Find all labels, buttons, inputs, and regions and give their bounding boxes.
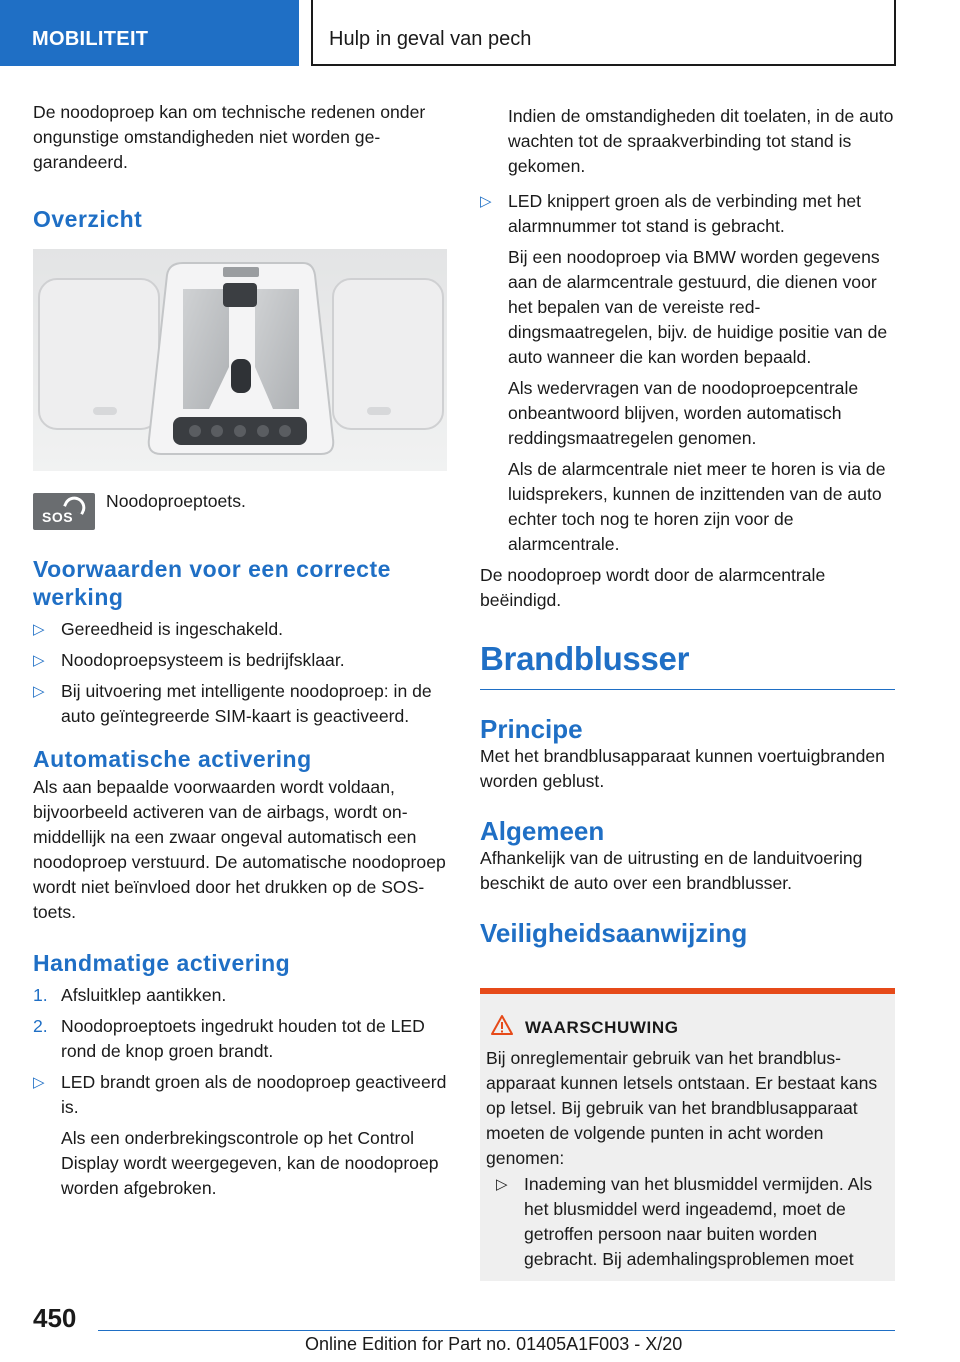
warning-bar [480,988,895,994]
veilig-heading: Veiligheidsaanwijzing [480,918,748,948]
hand-steps [33,983,447,1201]
warning-box [480,988,895,1281]
list-item: ▷ LED brandt groen als de noodoproep geactiveerd is. [33,1072,447,1117]
brand-rule [480,689,895,690]
warning-triangle-icon [490,1014,514,1036]
principe-heading: Principe [480,714,583,744]
algemeen-heading: Algemeen [480,816,605,846]
voorwaarden-list [33,617,447,729]
voorwaarden-heading: Voorwaarden voor een correcte werking [33,556,391,610]
triangle-right-icon: ▷ [480,193,492,210]
list-item: ▷ Bij uitvoering met intelligente noodoproep: in de auto geïntegreerde SIM-kaart is geactiveerd. [33,681,432,726]
list-item: ▷ Inademing van het blusmiddel vermijden. Als het blusmiddel werd ingeademd, moet de getroffen persoon naar buiten worden gebracht. Bij ademhalingsproblemen moet [496,1174,873,1269]
triangle-right-icon: ▷ [33,1074,45,1091]
footer-rule [98,1330,895,1331]
list-item: 1. Afsluitklep aantikken. [33,985,227,1005]
list-item: ▷ Noodoproepsysteem is bedrijfsklaar. [33,648,447,673]
principe-paragraph: Met het brandblusapparaat kunnen voertuigbranden worden geblust. [480,746,885,791]
list-item: ▷ Gereedheid is ingeschakeld. [33,617,447,642]
triangle-right-icon: ▷ [496,1176,508,1193]
list-item: 2. Noodoproeptoets ingedrukt houden tot de LED rond de knop groen brandt. [33,1016,425,1061]
warning-title: WAARSCHUWING [525,1018,679,1037]
auto-heading: Automatische activering [33,746,312,772]
overzicht-heading: Overzicht [33,206,143,232]
sos-caption: Noodoproeptoets. [106,491,246,511]
roof-console-photo [33,249,447,471]
triangle-right-icon: ▷ [33,621,45,638]
end-paragraph: De noodoproep wordt door de alarmcentrale beëindigd. [480,565,826,610]
header-section-tab [0,0,299,66]
auto-paragraph: Als aan bepaalde voorwaarden wordt voldaan, bijvoorbeeld activeren van de airbags, wordt onmiddellijk na een zwaar ongeval automatisch een noodoproep verstuurd. De automatische noodoproep wordt niet beïnvloed door het drukken op de SOS-toets. [33,777,446,922]
triangle-right-icon: ▷ [33,652,45,669]
sos-caption-row [33,493,447,547]
hand-heading: Handmatige activering [33,950,291,976]
header-section-label: MOBILITEIT [32,28,149,50]
led-sub-2: Als wedervragen van de noodoproepcentrale onbeantwoord blijven, worden automatisch reddingsmaatregelen genomen. [508,378,859,448]
intro-paragraph: De noodoproep kan om technische redenen onder ongunstige omstandigheden niet worden gegarandeerd. [33,102,426,172]
warning-text: Bij onreglementair gebruik van het brandblusapparaat kunnen letsels ontstaan. Er bestaat kans op letsel. Bij gebruik van het brandblusapparaat moeten de volgende punten in acht worden genomen: [486,1048,878,1168]
header-chapter-box [311,0,896,66]
roof-console-illustration [33,249,447,471]
brand-heading: Brandblusser [480,640,690,677]
triangle-right-icon: ▷ [33,683,45,700]
led-sub-1: Bij een noodoproep via BMW worden gegevens aan de alarmcentrale gestuurd, die dienen voor het bepalen van de vereiste reddingsmaatregelen, bijv. de huidige positie van de auto wanneer die kan worden bepaald. [508,247,888,367]
footer-edition: Online Edition for Part no. 01405A1F003 - X/20 [305,1334,683,1354]
hand-sub-paragraph: Als een onderbrekingscontrole op het Control Display wordt weergegeven, kan de noodoproep worden afgebroken. [61,1128,439,1198]
sos-phone-icon [33,493,95,530]
cont-sub-paragraph: Indien de omstandigheden dit toelaten, in de auto wachten tot de spraakverbinding tot stand is gekomen. [508,106,894,176]
list-item: ▷ LED knippert groen als de verbinding met het alarmnummer tot stand is gebracht. [480,191,862,236]
left-column [33,100,447,1201]
algemeen-paragraph: Afhankelijk van de uitrusting en de landuitvoering beschikt de auto over een brandblusser. [480,848,863,893]
sos-icon-label: SOS [42,509,74,525]
header-chapter-label: Hulp in geval van pech [329,28,532,50]
led-sub-3: Als de alarmcentrale niet meer te horen is via de luidsprekers, kunnen de inzittenden van de auto echter toch nog te horen zijn voor de alarmcentrale. [508,459,886,554]
page-number: 450 [33,1303,77,1333]
right-column [480,100,895,948]
